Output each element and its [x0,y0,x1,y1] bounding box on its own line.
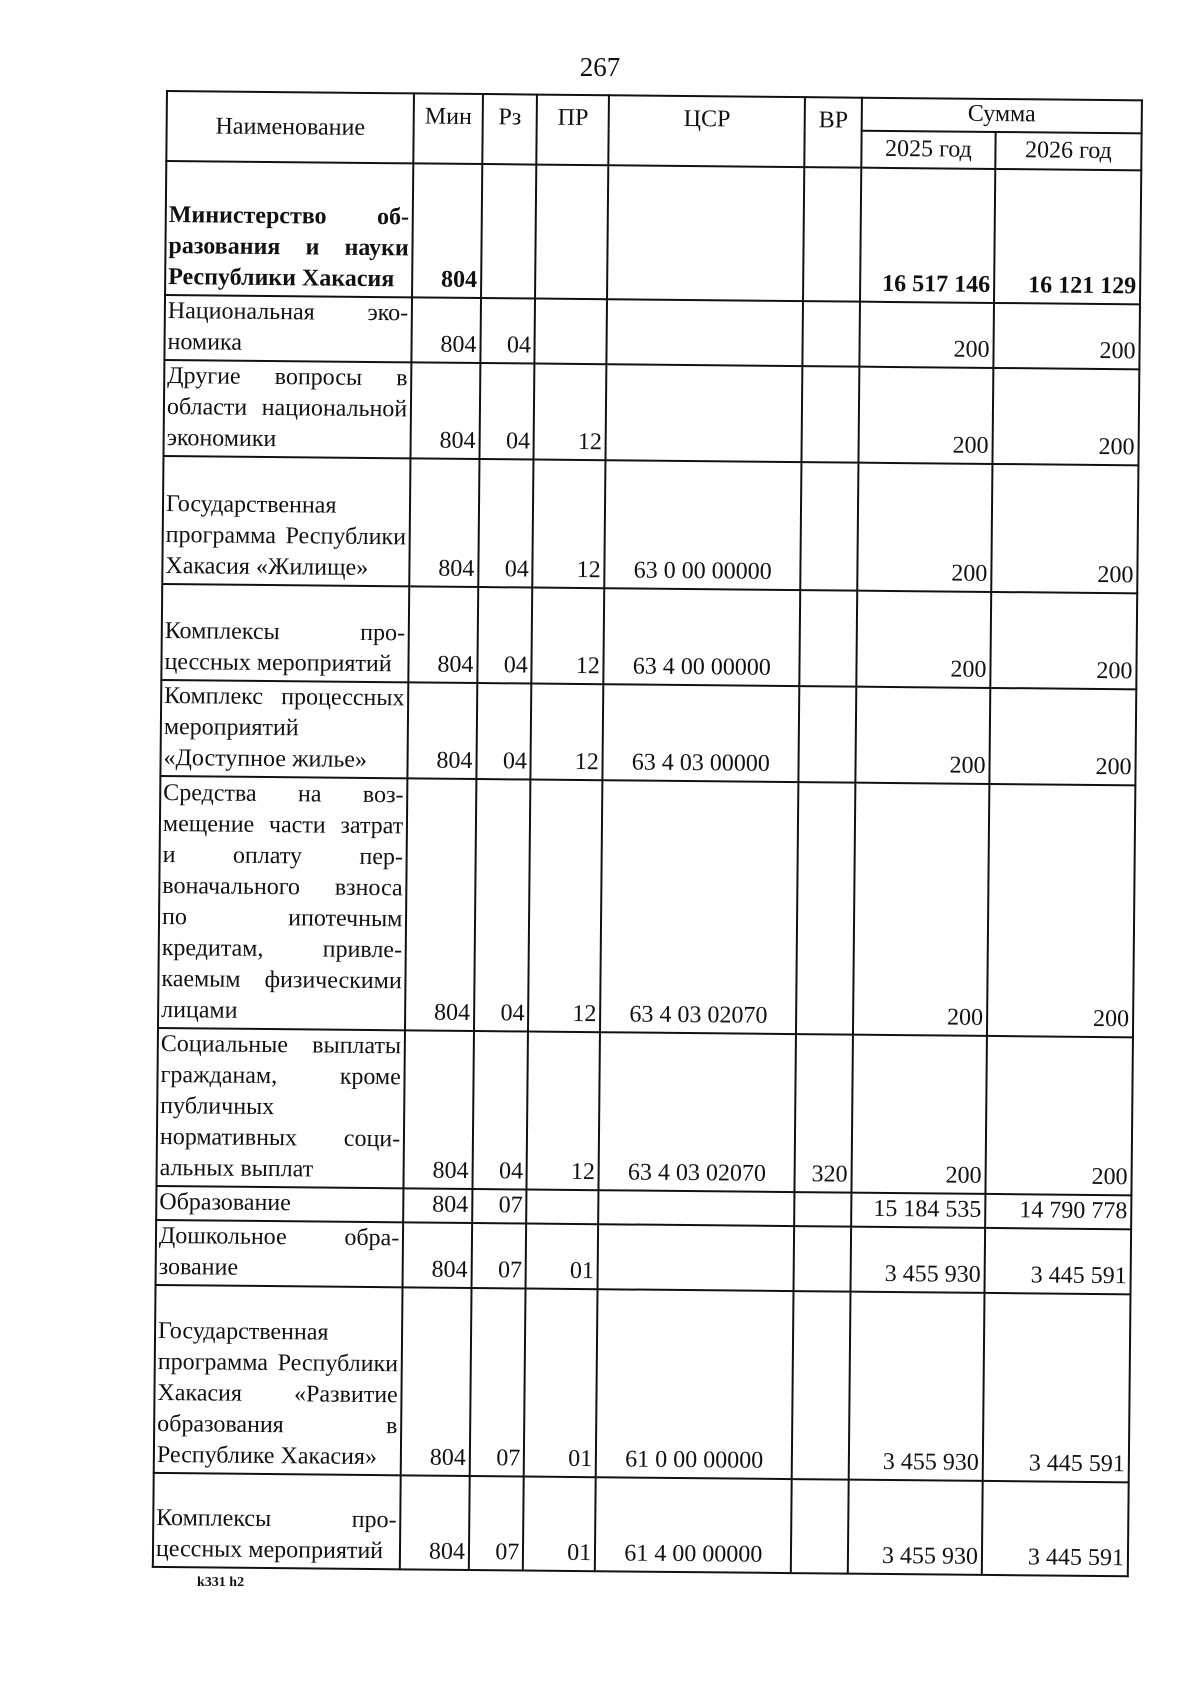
row-pr: 12 [531,684,604,781]
header-csr: ЦСР [609,95,806,167]
row-amount-2025: 3 455 930 [849,1292,985,1481]
row-name: Образование [156,1186,404,1222]
row-rz: 04 [474,779,531,1032]
row-min: 804 [412,163,482,298]
row-amount-2026: 200 [985,1036,1133,1195]
row-amount-2026: 3 445 591 [984,1228,1131,1294]
row-vr [800,590,858,687]
row-pr: 12 [527,1032,600,1191]
row-amount-2025: 3 455 930 [850,1227,985,1293]
row-vr [799,686,857,783]
row-csr: 63 4 00 00000 [604,588,801,686]
row-pr: 12 [528,780,602,1033]
row-vr [792,1291,850,1480]
row-csr [607,165,804,301]
row-vr [803,301,860,367]
row-name: Средства на возмещение части затрат и оплату первоначального взноса по ипотечным кредитам, привлекаемым физическими лицами [158,776,408,1030]
row-rz: 07 [470,1288,526,1477]
row-amount-2026: 3 445 591 [982,1481,1129,1576]
footer-document-code: k331 h2 [197,1575,245,1590]
row-rz: 04 [478,459,534,588]
row-csr: 63 0 00 00000 [605,460,802,590]
table-row [163,360,1139,465]
row-pr: 12 [534,364,607,461]
header-name: Наименование [166,91,414,163]
row-rz: 07 [472,1189,527,1224]
row-amount-2026: 200 [990,592,1137,689]
row-name: Социальные выплаты гражданам, кроме публичных нормативных социальных выплат [156,1028,405,1188]
row-vr [802,366,860,463]
row-pr: 01 [523,1477,596,1572]
row-min: 804 [401,1287,471,1476]
row-csr [598,1224,795,1291]
row-rz: 07 [471,1223,526,1289]
row-amount-2026: 200 [992,368,1139,465]
row-name: Национальная экономика [164,295,412,362]
row-csr [607,299,804,366]
row-rz: 04 [476,683,531,780]
row-amount-2026: 16 121 129 [994,169,1141,304]
row-csr: 61 4 00 00000 [595,1477,792,1573]
row-amount-2025: 200 [851,1035,986,1194]
header-year-2026: 2026 год [995,132,1141,170]
row-amount-2025: 3 455 930 [848,1480,983,1575]
header-min: Мин [414,93,483,164]
header-rz: Рз [482,94,537,165]
row-vr [794,1226,851,1292]
row-rz: 07 [469,1476,524,1571]
row-min: 804 [403,1188,472,1223]
row-pr [535,165,608,300]
row-name: Комплекс процессных мероприятий «Доступное жилье» [160,680,408,778]
row-amount-2025: 200 [859,302,994,368]
row-csr: 63 4 03 02070 [600,780,798,1034]
table-row [161,584,1137,689]
row-min: 804 [409,586,479,683]
row-rz: 04 [472,1031,528,1190]
row-rz: 04 [479,363,534,460]
table-row [158,776,1135,1037]
row-name: Другие вопросы в области национальной экономики [163,360,411,458]
row-vr [794,1192,851,1227]
row-amount-2025: 16 517 146 [860,168,995,303]
row-name: Комплексы процессных мероприятий [153,1473,401,1569]
row-vr [803,167,861,302]
header-sum: Сумма [862,98,1142,134]
row-vr [796,782,855,1035]
row-min: 804 [411,362,481,459]
row-amount-2025: 200 [858,367,993,464]
page-number: 267 [579,52,621,82]
row-name: Комплексы процессных мероприятий [161,584,409,682]
budget-table [152,90,1143,1577]
row-pr [535,299,608,365]
table-row [164,295,1140,369]
row-amount-2025: 200 [857,463,992,592]
row-amount-2026: 3 445 591 [983,1293,1131,1482]
row-rz: 04 [480,298,535,364]
row-amount-2026: 200 [993,303,1140,369]
row-pr: 01 [524,1289,598,1478]
row-amount-2026: 14 790 778 [985,1194,1131,1229]
table-row [162,456,1138,593]
header-pr: ПР [537,95,610,166]
row-pr: 01 [526,1224,599,1290]
table-row [153,1473,1129,1576]
header-vr: ВР [805,97,862,168]
row-vr: 320 [795,1034,853,1193]
row-min: 804 [404,1030,474,1189]
row-name: Государственная программа Республики Хакасия «Развитие образования в Республике Хакасия» [154,1285,403,1475]
row-amount-2026: 200 [991,464,1138,593]
table-row [156,1220,1132,1294]
header-year-2025: 2025 год [861,131,995,169]
table-row [165,161,1141,304]
table-row [160,680,1136,785]
row-amount-2026: 200 [987,784,1135,1037]
row-amount-2025: 200 [855,687,990,784]
row-csr: 63 4 03 02070 [599,1032,797,1192]
row-vr [791,1479,849,1574]
row-min: 804 [400,1475,470,1570]
row-pr: 12 [533,460,606,589]
row-name: Дошкольное образование [156,1220,404,1287]
row-name: Государственная программа Республики Хакасия «Жилище» [162,456,410,586]
row-rz [481,164,537,299]
header-row [167,91,1142,133]
row-min: 804 [408,682,478,779]
row-amount-2025: 200 [853,783,989,1036]
row-vr [801,462,859,591]
table-row [156,1028,1132,1195]
row-csr: 61 0 00 00000 [596,1289,794,1479]
row-pr [527,1190,599,1225]
row-name: Министерство образования и науки Республики Хакасия [165,161,414,297]
row-rz: 04 [477,587,532,684]
row-csr [598,1190,794,1226]
row-min: 804 [403,1222,472,1288]
row-amount-2025: 15 184 535 [851,1193,985,1228]
row-pr: 12 [532,588,605,685]
row-amount-2025: 200 [856,591,991,688]
row-amount-2026: 200 [989,688,1136,785]
row-min: 804 [412,297,481,363]
row-csr [606,364,803,462]
row-min: 804 [410,458,480,587]
row-csr: 63 4 03 00000 [603,684,800,782]
table-row [154,1285,1131,1482]
row-min: 804 [405,778,476,1031]
